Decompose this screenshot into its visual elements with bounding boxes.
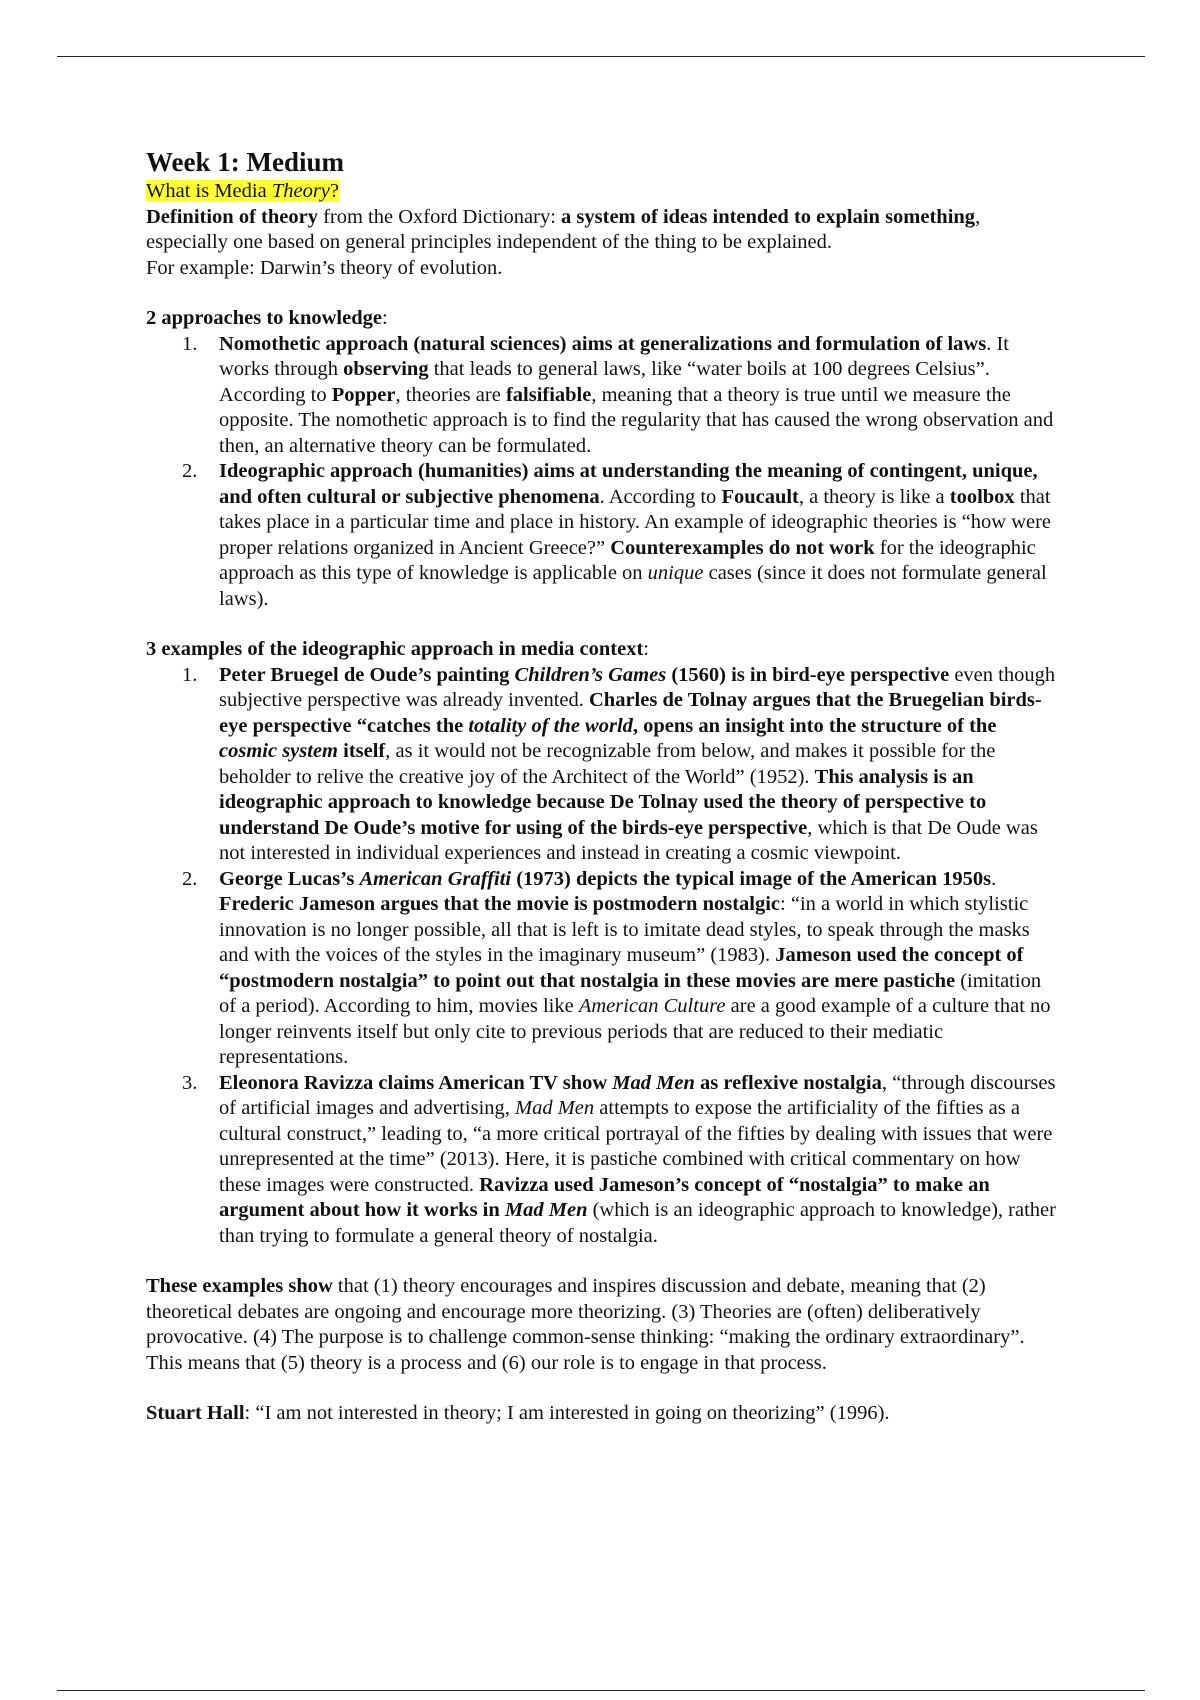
list-item: 2. George Lucas’s American Graffiti (1973) depicts the typical image of the American 1950s. Frederic Jameson argues that the movie is postmodern nostalgic: “in a world in which stylistic innovation is no longer possible, all that is left is to imitate dead styles, to speak through the masks and with the voices of the styles in the imaginary museum” (1983). Jameson used the concept of “postmodern nostalgia” to point out that nostalgia in these movies are mere pastiche (imitation of a period). According to him, movies like American Culture are a good example of a culture that no longer reinvents itself but only cite to previous periods that are reduced to their mediatic representations.	[182, 867, 1051, 1068]
quote-paragraph: Stuart Hall: “I am not interested in theory; I am interested in going on theorizing” (1996).	[146, 1402, 890, 1424]
document-page	[146, 146, 1056, 1427]
section-subtitle	[146, 179, 1056, 205]
examples-list	[146, 663, 1056, 1250]
highlighted-subtitle: What is Media Theory?	[146, 180, 340, 202]
list-item: 3. Eleonora Ravizza claims American TV show Mad Men as reflexive nostalgia, “through discourses of artificial images and advertising, Mad Men attempts to expose the artificiality of the fifties as a cultural construct,” leading to, “a more critical portrayal of the fifties by dealing with issues that were unrepresented at the time” (2013). Here, it is pastiche combined with critical commentary on how these images were constructed. Ravizza used Jameson’s concept of “nostalgia” to make an argument about how it works in Mad Men (which is an ideographic approach to knowledge), rather than trying to formulate a general theory of nostalgia.	[182, 1071, 1056, 1247]
top-rule	[57, 56, 1145, 57]
list-item: 1. Peter Bruegel de Oude’s painting Children’s Games (1560) is in bird-eye perspective even though subjective perspective was already invented. Charles de Tolnay argues that the Bruegelian birds-eye perspective “catches the totality of the world, opens an insight into the structure of the cosmic system itself, as it would not be recognizable from below, and makes it possible for the beholder to relive the creative joy of the Architect of the World” (1952). This analysis is an ideographic approach to knowledge because De Tolnay used the theory of perspective to understand De Oude’s motive for using of the birds-eye perspective, which is that De Oude was not interested in individual experiences and instead in creating a cosmic viewpoint.	[182, 663, 1056, 864]
examples-heading: 3 examples of the ideographic approach in media context:	[146, 638, 649, 660]
list-item: 2. Ideographic approach (humanities) aims at understanding the meaning of contingent, unique, and often cultural or subjective phenomena. According to Foucault, a theory is like a toolbox that takes place in a particular time and place in history. An example of ideographic theories is “how were proper relations organized in Ancient Greece?” Counterexamples do not work for the ideographic approach as this type of knowledge is applicable on unique cases (since it does not formulate general laws).	[182, 460, 1052, 610]
list-item: 1. Nomothetic approach (natural sciences) aims at generalizations and formulation of laws. It works through observing that leads to general laws, like “water boils at 100 degrees Celsius”. According to Popper, theories are falsifiable, meaning that a theory is true until we measure the opposite. The nomothetic approach is to find the regularity that has caused the wrong observation and then, an alternative theory can be formulated.	[182, 332, 1054, 457]
bottom-rule	[57, 1690, 1145, 1691]
definition-example: For example: Darwin’s theory of evolution.	[146, 256, 503, 279]
approaches-heading: 2 approaches to knowledge:	[146, 307, 388, 329]
conclusion-paragraph: These examples show that (1) theory encourages and inspires discussion and debate, meaning that (2) theoretical debates are ongoing and encourage more theorizing. (3) Theories are (often) deliberatively provocative. (4) The purpose is to challenge common-sense thinking: “making the ordinary extraordinary”. This means that (5) theory is a process and (6) our role is to engage in that process.	[146, 1275, 1025, 1374]
definition-paragraph: Definition of theory from the Oxford Dictionary: a system of ideas intended to explain something, especially one based on general principles independent of the thing to be explained.	[146, 205, 981, 253]
page-title: Week 1: Medium	[146, 147, 344, 177]
approaches-list	[146, 332, 1056, 613]
